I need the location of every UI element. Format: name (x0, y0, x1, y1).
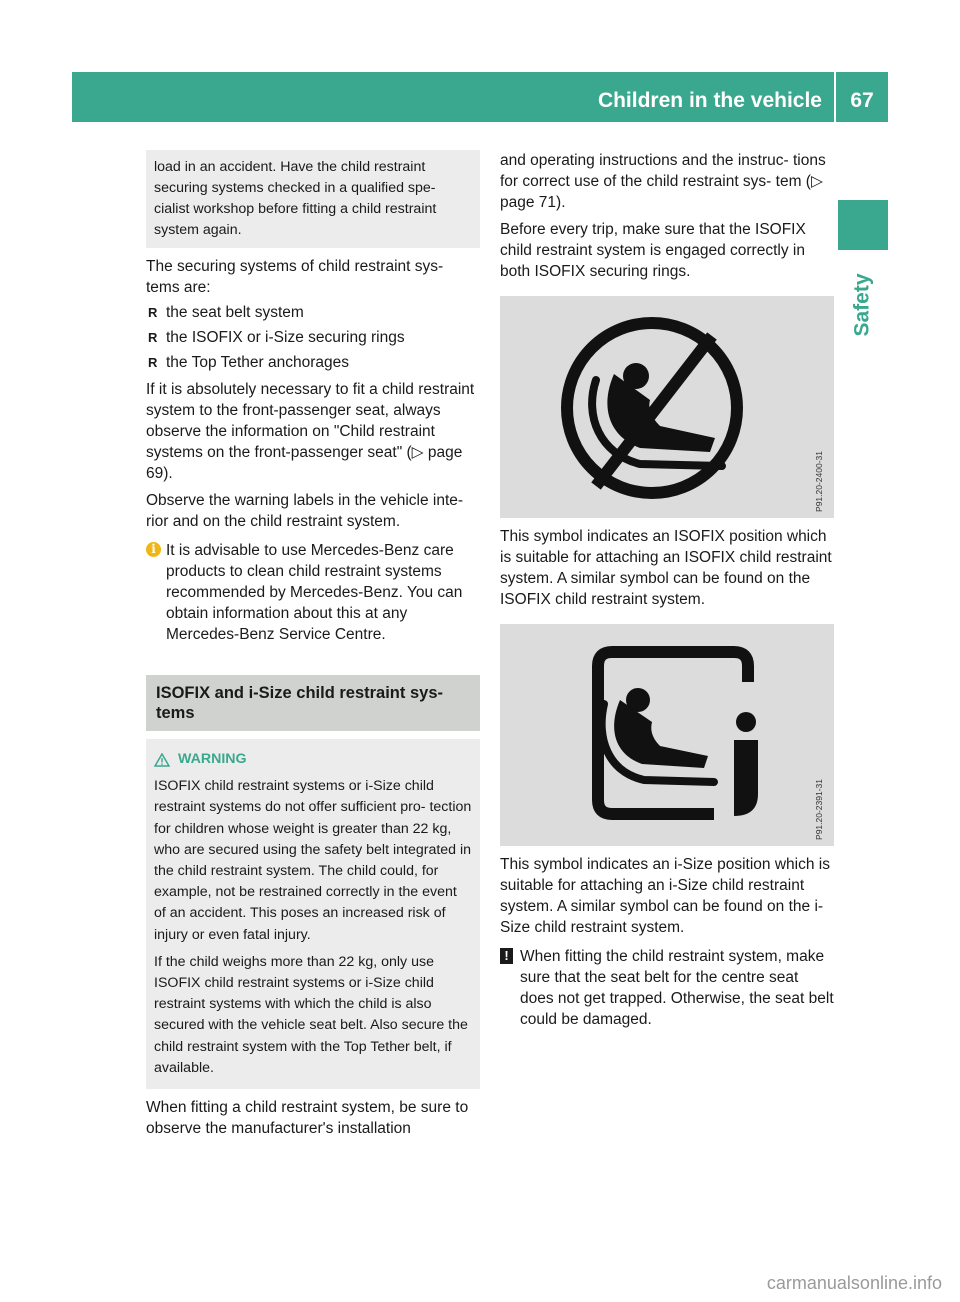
continued-note-box (146, 150, 480, 248)
bullet-marker: R (148, 355, 158, 370)
warning-title (154, 749, 472, 770)
installation-paragraph: When fitting a child restraint system, be sure to observe the manufacturer's installation (146, 1099, 469, 1138)
front-passenger-paragraph: If it is absolutely necessary to fit a child restraint system to the front-passenger seat, always observe the information on "Child restraint systems on the front-passenger seat" (▷ page 69). (146, 381, 475, 482)
isofix-check-paragraph: Before every trip, make sure that the ISOFIX child restraint system is engaged correctly in both ISOFIX securing rings. (500, 221, 806, 280)
notice-text: When fitting the child restraint system, make sure that the seat belt for the centre seat does not get trapped. Otherwise, the seat belt could be damaged. (520, 948, 834, 1028)
header-bar (72, 72, 888, 122)
side-tab-label: Safety (851, 273, 874, 337)
warning-label: WARNING (178, 751, 247, 767)
bullet-marker: R (148, 330, 158, 345)
right-column (500, 150, 834, 1030)
list-item (146, 302, 480, 323)
warning-paragraph: ISOFIX child restraint systems or i-Size child restraint systems do not offer sufficient pro- tection for children whose weight is greater than 22 kg, who are secured using the safety belt integrated in the child restraint system. The child could, for example, not be restrained correctly in the event of an accident. This poses an increased risk of injury or even fatal injury. (154, 778, 472, 943)
warning-paragraph: If the child weighs more than 22 kg, only use ISOFIX child restraint systems or i-Size child restraint systems with which the child is also secured with the vehicle seat belt. Also secure the child restraint system with the Top Tether belt, if available. (154, 953, 468, 1076)
isofix-figure (500, 296, 834, 518)
section-heading: ISOFIX and i-Size child restraint sys- tems (146, 675, 480, 731)
i-size-figure (500, 624, 834, 846)
list-item (146, 352, 480, 373)
securing-systems-list (146, 302, 480, 373)
isofix-symbol-icon (500, 296, 834, 518)
info-note (146, 540, 480, 645)
instructions-paragraph: and operating instructions and the instruc- tions for correct use of the child restraint sys- tem (▷ page 71). (500, 152, 826, 211)
i-size-caption: This symbol indicates an i-Size position which is suitable for attaching an i-Size child restraint system. A similar symbol can be found on the i-Size child restraint system. (500, 856, 830, 936)
figure-code: P91.20-2400-31 (814, 451, 824, 512)
note-line: cialist workshop before fitting a child restraint (154, 201, 437, 217)
page-number: 67 (850, 89, 874, 112)
warning-box (146, 739, 480, 1089)
warning-labels-paragraph: Observe the warning labels in the vehicle inte- rior and on the child restraint system. (146, 492, 464, 530)
warning-triangle-icon (154, 753, 170, 767)
list-item-text: the ISOFIX or i-Size securing rings (166, 329, 405, 346)
list-item-text: the seat belt system (166, 304, 304, 321)
side-tab-block (838, 200, 888, 250)
list-item (146, 327, 480, 348)
notice-icon: ! (500, 948, 513, 964)
isofix-caption: This symbol indicates an ISOFIX position which is suitable for attaching an ISOFIX child restraint system. A similar symbol can be found on the ISOFIX child restraint system. (500, 528, 832, 608)
intro-paragraph: The securing systems of child restraint sys- tems are: (146, 258, 444, 296)
note-line: system again. (154, 222, 242, 238)
chapter-title: Children in the vehicle (597, 89, 822, 112)
list-item-text: the Top Tether anchorages (166, 354, 349, 371)
i-size-symbol-icon (500, 624, 834, 846)
left-column (146, 150, 480, 1139)
watermark: carmanualsonline.info (766, 1273, 942, 1293)
bullet-marker: R (148, 305, 158, 320)
side-tab (838, 250, 888, 360)
notice-note (500, 946, 834, 1030)
info-text: It is advisable to use Mercedes-Benz care products to clean child restraint systems recommended by Mercedes-Benz. You can obtain information about this at any Mercedes-Benz Service Centre. (166, 542, 463, 643)
info-icon: i (146, 542, 161, 557)
note-line: load in an accident. Have the child restraint (154, 159, 426, 175)
figure-code: P91.20-2391-31 (814, 779, 824, 840)
note-line: securing systems checked in a qualified spe- (154, 180, 436, 196)
